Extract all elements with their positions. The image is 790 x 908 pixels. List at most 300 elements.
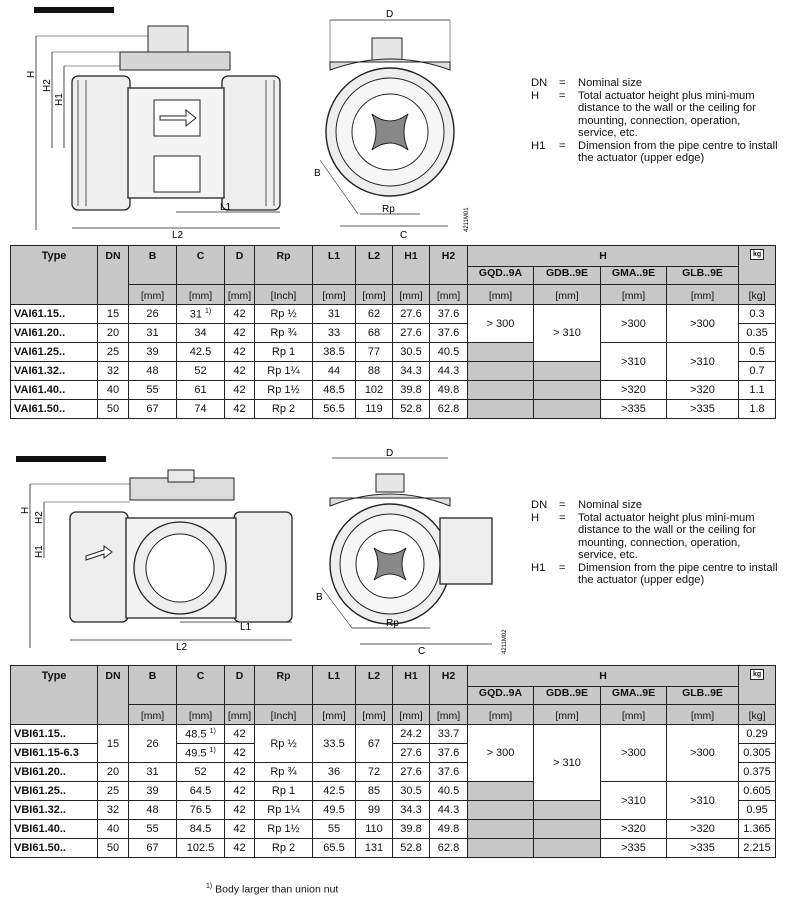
cell-gdb-na bbox=[534, 801, 601, 820]
cell-d: 42 bbox=[225, 725, 255, 744]
cell-dn: 20 bbox=[98, 763, 129, 782]
table-row bbox=[11, 725, 776, 744]
cell-gma: >310 bbox=[601, 782, 667, 820]
cell-h2: 37.6 bbox=[430, 305, 468, 324]
cell-l2: 72 bbox=[356, 763, 393, 782]
col-header-type: Type bbox=[11, 666, 98, 725]
dim-label-L1: L1 bbox=[220, 202, 232, 213]
cell-b: 55 bbox=[129, 820, 177, 839]
unit-l1: [mm] bbox=[313, 705, 356, 725]
cell-glb: >335 bbox=[667, 839, 739, 858]
cell-dn: 50 bbox=[98, 839, 129, 858]
cell-rp: Rp ½ bbox=[255, 725, 313, 763]
col-header-b: B bbox=[129, 666, 177, 705]
legend-value: Nominal size bbox=[578, 77, 643, 89]
cell-type: VAI61.50.. bbox=[11, 400, 98, 419]
unit-h1: [mm] bbox=[393, 705, 430, 725]
unit-h2: [mm] bbox=[430, 705, 468, 725]
cell-gqd-na bbox=[468, 381, 534, 400]
unit-b: [mm] bbox=[129, 285, 177, 305]
unit-gqd: [mm] bbox=[468, 285, 534, 305]
col-header-b: B bbox=[129, 246, 177, 285]
cell-rp: Rp 1½ bbox=[255, 820, 313, 839]
cell-l2: 85 bbox=[356, 782, 393, 801]
footnote-text: Body larger than union nut bbox=[215, 883, 339, 896]
legend-row bbox=[531, 77, 778, 90]
cell-kg: 1.1 bbox=[739, 381, 776, 400]
cell-c: 64.5 bbox=[177, 782, 225, 801]
cell-l2: 102 bbox=[356, 381, 393, 400]
footnote-mark: 1) bbox=[205, 307, 212, 315]
cell-gqd-na bbox=[468, 400, 534, 419]
unit-d: [mm] bbox=[225, 705, 255, 725]
cell-l1: 56.5 bbox=[313, 400, 356, 419]
cell-h2: 44.3 bbox=[430, 362, 468, 381]
cell-d: 42 bbox=[225, 324, 255, 343]
cell-gqd-na bbox=[468, 362, 534, 381]
cell-kg: 1.8 bbox=[739, 400, 776, 419]
cell-b: 39 bbox=[129, 343, 177, 362]
table-row bbox=[11, 400, 776, 419]
cell-gma: >300 bbox=[601, 725, 667, 782]
legend-key: H bbox=[531, 511, 540, 524]
cell-h1: 39.8 bbox=[393, 820, 430, 839]
cell-c: 84.5 bbox=[177, 820, 225, 839]
cell-l1: 65.5 bbox=[313, 839, 356, 858]
cell-h2: 37.6 bbox=[430, 744, 468, 763]
cell-glb: >300 bbox=[667, 305, 739, 343]
cell-dn: 32 bbox=[98, 362, 129, 381]
cell-type: VAI61.32.. bbox=[11, 362, 98, 381]
unit-l2: [mm] bbox=[356, 285, 393, 305]
cell-type: VBI61.15.. bbox=[11, 725, 98, 744]
unit-l2: [mm] bbox=[356, 705, 393, 725]
cell-gqd-na bbox=[468, 839, 534, 858]
col-header-glb: GLB..9E bbox=[667, 267, 739, 285]
cell-gma: >300 bbox=[601, 305, 667, 343]
dim-label-H1: H1 bbox=[34, 545, 45, 558]
cell-h1: 27.6 bbox=[393, 763, 430, 782]
col-header-gma: GMA..9E bbox=[601, 687, 667, 705]
header-text: DN bbox=[105, 250, 121, 262]
cell-c bbox=[177, 305, 225, 324]
cell-h2: 40.5 bbox=[430, 343, 468, 362]
col-header-c: C bbox=[177, 246, 225, 285]
cell-b: 39 bbox=[129, 782, 177, 801]
cell-b: 48 bbox=[129, 362, 177, 381]
cell-gdb-na bbox=[534, 400, 601, 419]
legend-equals: = bbox=[559, 561, 566, 574]
table-row bbox=[11, 381, 776, 400]
dim-label-L2: L2 bbox=[172, 230, 184, 240]
cell-rp: Rp ¾ bbox=[255, 763, 313, 782]
cell-l2: 131 bbox=[356, 839, 393, 858]
legend-row bbox=[531, 499, 778, 512]
cell-type: VAI61.20.. bbox=[11, 324, 98, 343]
cell-kg: 0.7 bbox=[739, 362, 776, 381]
cell-c-value: 49.5 bbox=[185, 747, 207, 760]
cell-rp: Rp 1 bbox=[255, 782, 313, 801]
dim-label-D: D bbox=[386, 448, 394, 459]
cell-d: 42 bbox=[225, 763, 255, 782]
cell-b: 31 bbox=[129, 763, 177, 782]
unit-rp: [Inch] bbox=[255, 705, 313, 725]
cell-rp: Rp 2 bbox=[255, 400, 313, 419]
cell-dn: 15 bbox=[98, 725, 129, 763]
weight-icon: kg bbox=[750, 669, 764, 680]
cell-kg: 0.95 bbox=[739, 801, 776, 820]
unit-gdb: [mm] bbox=[534, 705, 601, 725]
col-header-rp: Rp bbox=[255, 666, 313, 705]
legend-row bbox=[531, 140, 778, 165]
legend-value: Nominal size bbox=[578, 499, 643, 511]
cell-h2: 62.8 bbox=[430, 400, 468, 419]
cell-l1: 36 bbox=[313, 763, 356, 782]
cell-h2: 33.7 bbox=[430, 725, 468, 744]
cell-c: 102.5 bbox=[177, 839, 225, 858]
cell-h1: 34.3 bbox=[393, 362, 430, 381]
cell-l1: 33.5 bbox=[313, 725, 356, 763]
legend-key: H1 bbox=[531, 561, 546, 574]
cell-h2: 62.8 bbox=[430, 839, 468, 858]
cell-c-value: 31 bbox=[189, 308, 202, 321]
cell-gdb-na bbox=[534, 839, 601, 858]
legend-row bbox=[531, 90, 778, 140]
col-header-dn bbox=[98, 666, 129, 725]
cell-gqd-na bbox=[468, 343, 534, 362]
unit-gqd: [mm] bbox=[468, 705, 534, 725]
col-header-d: D bbox=[225, 246, 255, 285]
cell-h1: 52.8 bbox=[393, 400, 430, 419]
col-header-gma: GMA..9E bbox=[601, 267, 667, 285]
dim-label-H2: H2 bbox=[34, 511, 45, 524]
col-header-h2: H2 bbox=[430, 666, 468, 705]
cell-glb: >310 bbox=[667, 343, 739, 381]
col-header-glb: GLB..9E bbox=[667, 687, 739, 705]
cell-dn: 25 bbox=[98, 343, 129, 362]
cell-dn: 25 bbox=[98, 782, 129, 801]
cell-type: VAI61.15.. bbox=[11, 305, 98, 324]
cell-l2: 77 bbox=[356, 343, 393, 362]
legend-equals: = bbox=[559, 89, 566, 102]
cell-rp: Rp 1 bbox=[255, 343, 313, 362]
cell-gdb-na bbox=[534, 820, 601, 839]
cell-c-value: 48.5 bbox=[185, 728, 207, 741]
cell-h1: 39.8 bbox=[393, 381, 430, 400]
footnote-mark: 1) bbox=[206, 883, 213, 890]
unit-glb: [mm] bbox=[667, 705, 739, 725]
cell-gdb: > 310 bbox=[534, 305, 601, 362]
cell-l2: 67 bbox=[356, 725, 393, 763]
table-row bbox=[11, 839, 776, 858]
spec-table-2way bbox=[10, 245, 776, 419]
cell-h2: 44.3 bbox=[430, 801, 468, 820]
cell-b: 67 bbox=[129, 839, 177, 858]
cell-h1: 52.8 bbox=[393, 839, 430, 858]
cell-type: VBI61.25.. bbox=[11, 782, 98, 801]
cell-d: 42 bbox=[225, 381, 255, 400]
cell-h1: 24.2 bbox=[393, 725, 430, 744]
cell-h2: 37.6 bbox=[430, 763, 468, 782]
legend-value: Dimension from the pipe centre to install the actuator (upper edge) bbox=[578, 561, 778, 586]
cell-dn: 50 bbox=[98, 400, 129, 419]
col-header-kg bbox=[739, 246, 776, 285]
dim-label-B: B bbox=[314, 168, 321, 179]
cell-rp: Rp 2 bbox=[255, 839, 313, 858]
weight-icon: kg bbox=[750, 249, 764, 260]
unit-h1: [mm] bbox=[393, 285, 430, 305]
cell-gma: >320 bbox=[601, 381, 667, 400]
cell-b: 31 bbox=[129, 324, 177, 343]
cell-gdb-na bbox=[534, 362, 601, 381]
unit-rp: [Inch] bbox=[255, 285, 313, 305]
cell-l1: 44 bbox=[313, 362, 356, 381]
cell-type: VBI61.20.. bbox=[11, 763, 98, 782]
dim-label-L2: L2 bbox=[176, 642, 188, 653]
spec-table-3way bbox=[10, 665, 776, 858]
dim-label-H1: H1 bbox=[54, 93, 65, 106]
cell-rp: Rp 1½ bbox=[255, 381, 313, 400]
footnote bbox=[206, 883, 338, 896]
cell-c: 34 bbox=[177, 324, 225, 343]
cell-rp: Rp 1¼ bbox=[255, 362, 313, 381]
cell-rp: Rp 1¼ bbox=[255, 801, 313, 820]
legend-equals: = bbox=[559, 511, 566, 524]
legend-key: H bbox=[531, 89, 540, 102]
dim-label-Rp: Rp bbox=[386, 618, 399, 629]
cell-kg: 0.3 bbox=[739, 305, 776, 324]
cell-type: VBI61.40.. bbox=[11, 820, 98, 839]
cell-kg: 0.375 bbox=[739, 763, 776, 782]
legend-equals: = bbox=[559, 139, 566, 152]
cell-glb: >335 bbox=[667, 400, 739, 419]
cell-b: 26 bbox=[129, 725, 177, 763]
cell-h1: 30.5 bbox=[393, 782, 430, 801]
cell-c: 76.5 bbox=[177, 801, 225, 820]
legend-equals: = bbox=[559, 77, 566, 89]
dim-label-H: H bbox=[26, 70, 37, 78]
cell-l2: 119 bbox=[356, 400, 393, 419]
footnote-mark: 1) bbox=[209, 727, 216, 735]
dim-label-H: H bbox=[20, 506, 31, 514]
cell-b: 26 bbox=[129, 305, 177, 324]
cell-h2: 49.8 bbox=[430, 381, 468, 400]
cell-h2: 37.6 bbox=[430, 324, 468, 343]
cell-c bbox=[177, 725, 225, 744]
legend-row bbox=[531, 562, 778, 587]
cell-glb: >300 bbox=[667, 725, 739, 782]
unit-l1: [mm] bbox=[313, 285, 356, 305]
legend-value: Total actuator height plus mini-mum distance to the wall or the ceiling for mounting, connection, operation, service, etc. bbox=[578, 511, 756, 561]
cell-dn: 15 bbox=[98, 305, 129, 324]
col-header-d: D bbox=[225, 666, 255, 705]
valve-2way-front-drawing bbox=[300, 0, 480, 240]
col-header-l1: L1 bbox=[313, 666, 356, 705]
unit-gdb: [mm] bbox=[534, 285, 601, 305]
cell-l1: 55 bbox=[313, 820, 356, 839]
legend-3way bbox=[531, 499, 778, 587]
unit-c: [mm] bbox=[177, 705, 225, 725]
col-header-gqd: GQD..9A bbox=[468, 267, 534, 285]
cell-d: 42 bbox=[225, 839, 255, 858]
cell-d: 42 bbox=[225, 400, 255, 419]
table-row bbox=[11, 305, 776, 324]
cell-l1: 31 bbox=[313, 305, 356, 324]
cell-b: 48 bbox=[129, 801, 177, 820]
col-header-l2: L2 bbox=[356, 666, 393, 705]
cell-d: 42 bbox=[225, 744, 255, 763]
cell-rp: Rp ¾ bbox=[255, 324, 313, 343]
cell-l2: 110 bbox=[356, 820, 393, 839]
cell-gqd: > 300 bbox=[468, 305, 534, 343]
unit-b: [mm] bbox=[129, 705, 177, 725]
cell-h1: 34.3 bbox=[393, 801, 430, 820]
cell-gma: >335 bbox=[601, 839, 667, 858]
col-header-gdb: GDB..9E bbox=[534, 687, 601, 705]
legend-equals: = bbox=[559, 499, 566, 511]
valve-3way-side-drawing bbox=[0, 448, 300, 658]
col-header-h1: H1 bbox=[393, 666, 430, 705]
cell-kg: 1.365 bbox=[739, 820, 776, 839]
unit-kg: [kg] bbox=[739, 285, 776, 305]
col-header-gdb: GDB..9E bbox=[534, 267, 601, 285]
cell-glb: >310 bbox=[667, 782, 739, 820]
cell-h1: 30.5 bbox=[393, 343, 430, 362]
cell-d: 42 bbox=[225, 782, 255, 801]
unit-h2: [mm] bbox=[430, 285, 468, 305]
unit-gma: [mm] bbox=[601, 285, 667, 305]
col-header-l1: L1 bbox=[313, 246, 356, 285]
cell-type: VBI61.32.. bbox=[11, 801, 98, 820]
dim-label-B: B bbox=[316, 592, 323, 603]
cell-l2: 68 bbox=[356, 324, 393, 343]
cell-glb: >320 bbox=[667, 381, 739, 400]
cell-type: VBI61.15-6.3 bbox=[11, 744, 98, 763]
cell-kg: 0.29 bbox=[739, 725, 776, 744]
legend-key: DN bbox=[531, 499, 548, 511]
col-header-gqd: GQD..9A bbox=[468, 687, 534, 705]
dim-label-D: D bbox=[386, 9, 394, 20]
valve-3way-front-drawing bbox=[300, 448, 510, 658]
table-row bbox=[11, 782, 776, 801]
legend-key: H1 bbox=[531, 139, 546, 152]
table-row bbox=[11, 343, 776, 362]
cell-kg: 0.35 bbox=[739, 324, 776, 343]
cell-l2: 88 bbox=[356, 362, 393, 381]
cell-l1: 42.5 bbox=[313, 782, 356, 801]
cell-l2: 62 bbox=[356, 305, 393, 324]
cell-kg: 0.605 bbox=[739, 782, 776, 801]
col-header-h2: H2 bbox=[430, 246, 468, 285]
cell-c: 42.5 bbox=[177, 343, 225, 362]
drawing-ref-number: 4211M02 bbox=[502, 629, 508, 654]
cell-dn: 32 bbox=[98, 801, 129, 820]
cell-h1: 27.6 bbox=[393, 744, 430, 763]
cell-h2: 40.5 bbox=[430, 782, 468, 801]
unit-glb: [mm] bbox=[667, 285, 739, 305]
unit-kg: [kg] bbox=[739, 705, 776, 725]
cell-b: 55 bbox=[129, 381, 177, 400]
cell-h1: 27.6 bbox=[393, 324, 430, 343]
valve-2way-side-drawing bbox=[0, 0, 300, 240]
header-text: DN bbox=[105, 670, 121, 682]
cell-l1: 48.5 bbox=[313, 381, 356, 400]
cell-h1: 27.6 bbox=[393, 305, 430, 324]
cell-d: 42 bbox=[225, 801, 255, 820]
cell-dn: 40 bbox=[98, 820, 129, 839]
table-row bbox=[11, 820, 776, 839]
col-header-l2: L2 bbox=[356, 246, 393, 285]
cell-gqd-na bbox=[468, 801, 534, 820]
cell-gdb-na bbox=[534, 381, 601, 400]
dim-label-H2: H2 bbox=[42, 79, 53, 92]
unit-c: [mm] bbox=[177, 285, 225, 305]
cell-d: 42 bbox=[225, 362, 255, 381]
col-header-dn bbox=[98, 246, 129, 305]
cell-c: 52 bbox=[177, 763, 225, 782]
cell-kg: 2.215 bbox=[739, 839, 776, 858]
cell-c: 52 bbox=[177, 362, 225, 381]
cell-d: 42 bbox=[225, 820, 255, 839]
cell-gdb: > 310 bbox=[534, 725, 601, 801]
cell-gma: >335 bbox=[601, 400, 667, 419]
dim-label-C: C bbox=[418, 646, 426, 657]
dim-label-Rp: Rp bbox=[382, 204, 395, 215]
cell-rp: Rp ½ bbox=[255, 305, 313, 324]
drawing-ref-number: 4211M01 bbox=[464, 207, 470, 232]
legend-value: Dimension from the pipe centre to install the actuator (upper edge) bbox=[578, 139, 778, 164]
dim-label-C: C bbox=[400, 230, 408, 240]
col-header-kg bbox=[739, 666, 776, 705]
cell-b: 67 bbox=[129, 400, 177, 419]
cell-kg: 0.5 bbox=[739, 343, 776, 362]
cell-type: VAI61.25.. bbox=[11, 343, 98, 362]
col-header-type: Type bbox=[11, 246, 98, 305]
cell-l1: 38.5 bbox=[313, 343, 356, 362]
cell-d: 42 bbox=[225, 305, 255, 324]
cell-gma: >310 bbox=[601, 343, 667, 381]
cell-l1: 49.5 bbox=[313, 801, 356, 820]
legend-2way bbox=[531, 77, 778, 165]
cell-c bbox=[177, 744, 225, 763]
col-header-h: H bbox=[468, 666, 739, 687]
cell-gqd: > 300 bbox=[468, 725, 534, 782]
cell-c: 74 bbox=[177, 400, 225, 419]
legend-value: Total actuator height plus mini-mum distance to the wall or the ceiling for mounting, connection, operation, service, etc. bbox=[578, 89, 756, 139]
col-header-h: H bbox=[468, 246, 739, 267]
cell-dn: 40 bbox=[98, 381, 129, 400]
cell-gqd-na bbox=[468, 782, 534, 801]
cell-gma: >320 bbox=[601, 820, 667, 839]
cell-d: 42 bbox=[225, 343, 255, 362]
legend-key: DN bbox=[531, 77, 548, 89]
cell-l1: 33 bbox=[313, 324, 356, 343]
cell-type: VAI61.40.. bbox=[11, 381, 98, 400]
unit-gma: [mm] bbox=[601, 705, 667, 725]
cell-kg: 0.305 bbox=[739, 744, 776, 763]
col-header-c: C bbox=[177, 666, 225, 705]
cell-gqd-na bbox=[468, 820, 534, 839]
cell-dn: 20 bbox=[98, 324, 129, 343]
cell-l2: 99 bbox=[356, 801, 393, 820]
cell-h2: 49.8 bbox=[430, 820, 468, 839]
dim-label-L1: L1 bbox=[240, 622, 252, 633]
unit-d: [mm] bbox=[225, 285, 255, 305]
cell-glb: >320 bbox=[667, 820, 739, 839]
footnote-mark: 1) bbox=[209, 746, 216, 754]
col-header-h1: H1 bbox=[393, 246, 430, 285]
col-header-rp: Rp bbox=[255, 246, 313, 285]
